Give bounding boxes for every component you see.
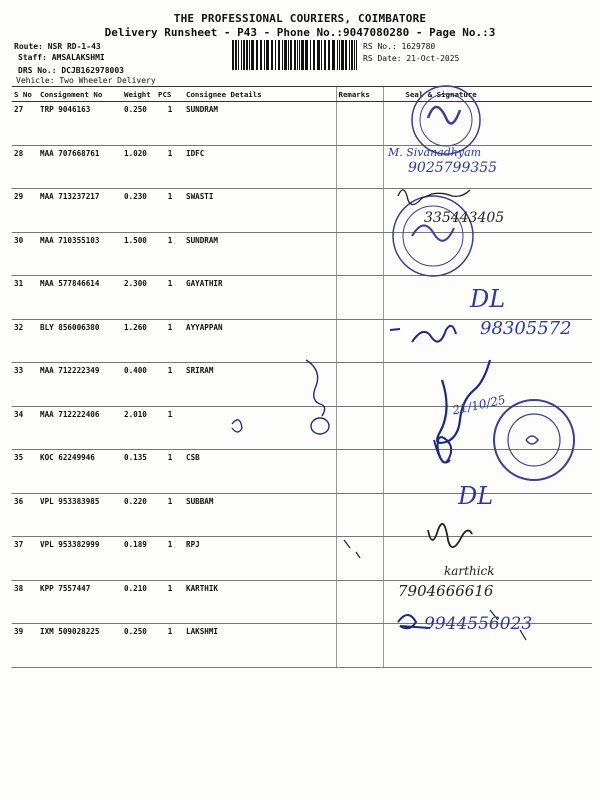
col-header-consignee: Consignee Details bbox=[184, 87, 336, 102]
barcode-bar bbox=[290, 40, 292, 70]
handwriting-row32-mark: DL bbox=[470, 285, 506, 313]
barcode-bar bbox=[345, 40, 347, 70]
route-label: Route: NSR RD-1-43 bbox=[14, 42, 101, 51]
row-remarks bbox=[336, 319, 383, 363]
row-weight: 1.500 bbox=[122, 232, 156, 276]
row-consignee: SUNDRAM bbox=[184, 102, 336, 146]
row-consignee: LAKSHMI bbox=[184, 624, 336, 668]
row-pcs: 1 bbox=[156, 145, 184, 189]
row-consignee bbox=[184, 406, 336, 450]
col-header-consignment: Consignment No bbox=[38, 87, 122, 102]
col-header-signature: Seal & Signature bbox=[383, 87, 592, 102]
row-pcs: 1 bbox=[156, 406, 184, 450]
row-sno: 35 bbox=[12, 450, 38, 494]
row-sno: 34 bbox=[12, 406, 38, 450]
row-weight: 2.300 bbox=[122, 276, 156, 320]
row-remarks bbox=[336, 189, 383, 233]
barcode-bar bbox=[301, 40, 304, 70]
barcode-bar bbox=[310, 40, 311, 70]
row-remarks bbox=[336, 406, 383, 450]
barcode-bar bbox=[251, 40, 254, 70]
row-consignment-no: MAA 710355103 bbox=[38, 232, 122, 276]
row-consignee: CSB bbox=[184, 450, 336, 494]
row-sno: 27 bbox=[12, 102, 38, 146]
row-sno: 38 bbox=[12, 580, 38, 624]
barcode-bar bbox=[246, 40, 248, 70]
barcode-bar bbox=[349, 40, 350, 70]
row-weight: 2.010 bbox=[122, 406, 156, 450]
table-row bbox=[12, 145, 592, 189]
handwriting-row32-phone: 98305572 bbox=[480, 318, 572, 339]
row-weight: 0.220 bbox=[122, 493, 156, 537]
handwriting-row28-phone: 9025799355 bbox=[408, 160, 498, 176]
row-consignee: IDFC bbox=[184, 145, 336, 189]
runsheet-subtitle: Delivery Runsheet - P43 - Phone No.:9047080280 - Page No.:3 bbox=[104, 26, 496, 39]
row-pcs: 1 bbox=[156, 450, 184, 494]
row-consignee: AYYAPPAN bbox=[184, 319, 336, 363]
row-pcs: 1 bbox=[156, 232, 184, 276]
handwriting-row36-mark: DL bbox=[458, 482, 494, 510]
vehicle-label: Vehicle: Two Wheeler Delivery bbox=[16, 76, 156, 85]
barcode-bar bbox=[341, 40, 344, 70]
row-pcs: 1 bbox=[156, 102, 184, 146]
row-consignment-no: IXM 509028225 bbox=[38, 624, 122, 668]
row-weight: 0.230 bbox=[122, 189, 156, 233]
row-sno: 37 bbox=[12, 537, 38, 581]
row-consignment-no: BLY 856006380 bbox=[38, 319, 122, 363]
row-consignee: SUBBAM bbox=[184, 493, 336, 537]
row-consignee: SRIRAM bbox=[184, 363, 336, 407]
row-consignee: RPJ bbox=[184, 537, 336, 581]
staff-label: Staff: AMSALAKSHMI bbox=[18, 53, 105, 62]
barcode-bar bbox=[324, 40, 326, 70]
row-consignment-no: KPP 7557447 bbox=[38, 580, 122, 624]
col-header-pcs: PCS bbox=[156, 87, 184, 102]
row-sno: 30 bbox=[12, 232, 38, 276]
table-row bbox=[12, 493, 592, 537]
row-weight: 0.135 bbox=[122, 450, 156, 494]
row-consignment-no: MAA 577846614 bbox=[38, 276, 122, 320]
row-weight: 0.250 bbox=[122, 102, 156, 146]
barcode-bar bbox=[294, 40, 296, 70]
row-consignment-no: MAA 707668761 bbox=[38, 145, 122, 189]
row-weight: 1.020 bbox=[122, 145, 156, 189]
row-pcs: 1 bbox=[156, 189, 184, 233]
company-title: THE PROFESSIONAL COURIERS, COIMBATORE bbox=[173, 12, 427, 25]
row-signature bbox=[383, 102, 592, 146]
barcode-bar bbox=[288, 40, 289, 70]
row-remarks bbox=[336, 102, 383, 146]
barcode-bar bbox=[235, 40, 237, 70]
table-row bbox=[12, 406, 592, 450]
row-remarks bbox=[336, 493, 383, 537]
row-remarks bbox=[336, 624, 383, 668]
row-weight: 0.210 bbox=[122, 580, 156, 624]
row-consignee: SWASTI bbox=[184, 189, 336, 233]
barcode-bar bbox=[351, 40, 353, 70]
row-remarks bbox=[336, 363, 383, 407]
table-header-row bbox=[12, 87, 592, 102]
barcode-bar bbox=[332, 40, 335, 70]
barcode-bar bbox=[313, 40, 315, 70]
barcode-bar bbox=[241, 40, 242, 70]
barcode-bar bbox=[297, 40, 298, 70]
barcode-bar bbox=[243, 40, 245, 70]
handwriting-row38-name: karthick bbox=[444, 564, 495, 578]
drs-label: DRS No.: DCJB162978003 bbox=[18, 66, 124, 75]
row-consignment-no: VPL 953383985 bbox=[38, 493, 122, 537]
rs-no-label: RS No.: 1629780 bbox=[363, 42, 436, 51]
runsheet-table bbox=[12, 86, 592, 668]
barcode-bar bbox=[232, 40, 234, 70]
row-sno: 28 bbox=[12, 145, 38, 189]
row-consignee: GAYATHIR bbox=[184, 276, 336, 320]
barcode-bar bbox=[356, 40, 357, 70]
row-consignment-no: KOC 62249946 bbox=[38, 450, 122, 494]
barcode-bar bbox=[321, 40, 322, 70]
barcode-bar bbox=[256, 40, 258, 70]
handwriting-row38-phone: 7904666616 bbox=[398, 582, 494, 600]
barcode-bar bbox=[337, 40, 338, 70]
row-pcs: 1 bbox=[156, 363, 184, 407]
row-remarks bbox=[336, 537, 383, 581]
row-weight: 0.189 bbox=[122, 537, 156, 581]
row-sno: 32 bbox=[12, 319, 38, 363]
barcode-bar bbox=[328, 40, 330, 70]
row-sno: 39 bbox=[12, 624, 38, 668]
row-weight: 0.250 bbox=[122, 624, 156, 668]
barcode-bar bbox=[260, 40, 262, 70]
row-remarks bbox=[336, 232, 383, 276]
row-pcs: 1 bbox=[156, 493, 184, 537]
barcode-bar bbox=[339, 40, 340, 70]
row-remarks bbox=[336, 580, 383, 624]
row-pcs: 1 bbox=[156, 624, 184, 668]
barcode-bar bbox=[299, 40, 300, 70]
row-sno: 29 bbox=[12, 189, 38, 233]
row-remarks bbox=[336, 276, 383, 320]
row-pcs: 1 bbox=[156, 580, 184, 624]
row-consignment-no: MAA 713237217 bbox=[38, 189, 122, 233]
table-row bbox=[12, 189, 592, 233]
row-pcs: 1 bbox=[156, 319, 184, 363]
row-sno: 33 bbox=[12, 363, 38, 407]
row-consignee: SUNDRAM bbox=[184, 232, 336, 276]
row-weight: 1.260 bbox=[122, 319, 156, 363]
handwriting-row34-date: 21/10/25 bbox=[451, 392, 507, 418]
row-pcs: 1 bbox=[156, 276, 184, 320]
handwriting-row39-phone: 9944556023 bbox=[424, 614, 533, 634]
row-signature bbox=[383, 232, 592, 276]
barcode-bar bbox=[282, 40, 283, 70]
row-pcs: 1 bbox=[156, 537, 184, 581]
barcode-bar bbox=[305, 40, 308, 70]
col-header-weight: Weight bbox=[122, 87, 156, 102]
barcode-bar bbox=[271, 40, 273, 70]
barcode-bar bbox=[275, 40, 276, 70]
row-remarks bbox=[336, 450, 383, 494]
rs-date-label: RS Date: 21-Oct-2025 bbox=[363, 54, 460, 63]
row-signature bbox=[383, 406, 592, 450]
table-row bbox=[12, 102, 592, 146]
barcode-bar bbox=[284, 40, 287, 70]
barcode-bar bbox=[238, 40, 239, 70]
barcode-bar bbox=[354, 40, 355, 70]
row-weight: 0.400 bbox=[122, 363, 156, 407]
row-consignment-no: TRP 9046163 bbox=[38, 102, 122, 146]
row-consignment-no: VPL 953382999 bbox=[38, 537, 122, 581]
barcode-bar bbox=[266, 40, 269, 70]
row-consignee: KARTHIK bbox=[184, 580, 336, 624]
table-row bbox=[12, 232, 592, 276]
barcode-image bbox=[232, 40, 358, 70]
row-sno: 31 bbox=[12, 276, 38, 320]
row-sno: 36 bbox=[12, 493, 38, 537]
row-consignment-no: MAA 712222406 bbox=[38, 406, 122, 450]
handwriting-row28-name: M. Sivanadhyam bbox=[388, 146, 482, 159]
barcode-bar bbox=[249, 40, 250, 70]
table-row bbox=[12, 450, 592, 494]
col-header-sno: S No bbox=[12, 87, 38, 102]
barcode-bar bbox=[264, 40, 265, 70]
col-header-remarks: Remarks bbox=[336, 87, 383, 102]
table-row bbox=[12, 537, 592, 581]
handwriting-row29-phone: 335443405 bbox=[424, 210, 505, 226]
row-remarks bbox=[336, 145, 383, 189]
barcode-bar bbox=[278, 40, 280, 70]
row-consignment-no: MAA 712222349 bbox=[38, 363, 122, 407]
barcode-bar bbox=[317, 40, 320, 70]
